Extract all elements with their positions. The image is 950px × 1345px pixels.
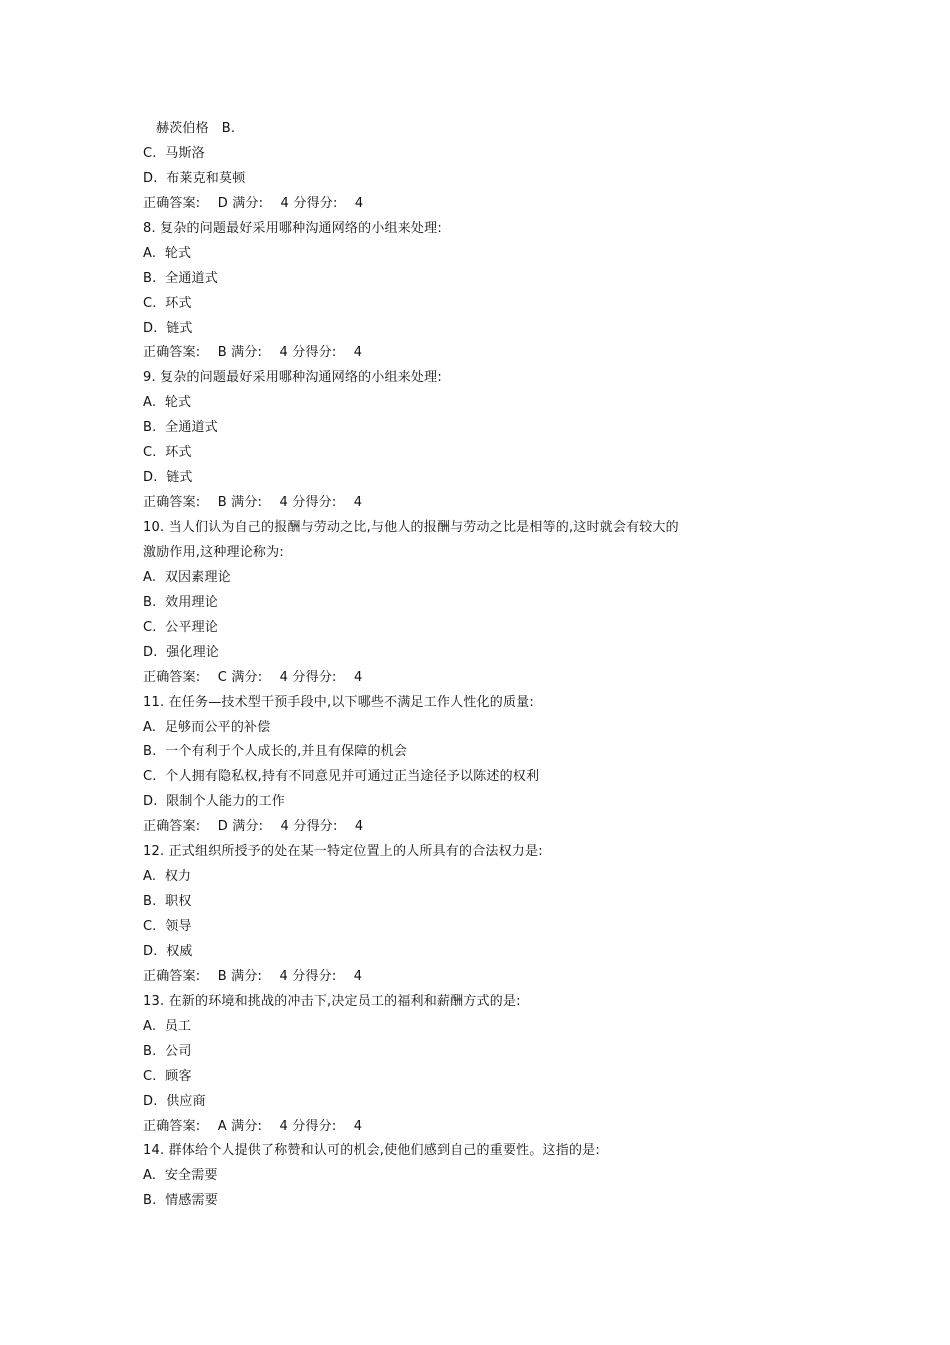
option-a: A. 足够而公平的补偿 (143, 719, 271, 735)
option-c: C. 个人拥有隐私权,持有不同意见并可通过正当途径予以陈述的权利 (143, 769, 540, 785)
option-b: B. 一个有利于个人成长的,并且有保障的机会 (143, 744, 408, 760)
answer-line: 正确答案: B 满分: 4 分得分: 4 (143, 968, 363, 984)
answer-line: 正确答案: A 满分: 4 分得分: 4 (143, 1118, 363, 1134)
option-a: A. 权力 (143, 869, 192, 885)
option-c: C. 领导 (143, 919, 192, 934)
option-d: D. 权威 (143, 943, 193, 959)
answer-line: 正确答案: C 满分: 4 分得分: 4 (143, 669, 363, 685)
answer-line: 正确答案: D 满分: 4 分得分: 4 (143, 819, 364, 835)
option-b: B. 全通道式 (143, 270, 218, 286)
answer-line: 正确答案: D 满分: 4 分得分: 4 (143, 195, 364, 211)
option-a: A. 安全需要 (143, 1168, 218, 1184)
option-b: B. 全通道式 (143, 420, 218, 436)
option-a: A. 轮式 (143, 395, 192, 411)
question-9: 9. 复杂的问题最好采用哪种沟通网络的小组来处理: (143, 370, 442, 386)
answer-line: 正确答案: B 满分: 4 分得分: 4 (143, 495, 363, 511)
option-d: D. 链式 (143, 470, 193, 486)
option-c: C. 马斯洛 (143, 145, 205, 161)
question-11: 11. 在任务—技术型干预手段中,以下哪些不满足工作人性化的质量: (143, 694, 534, 710)
question-10: 10. 当人们认为自己的报酬与劳动之比,与他人的报酬与劳动之比是相等的,这时就会有较大的 (143, 520, 679, 535)
option-b-herzberg: 赫茨伯格 B. (143, 121, 236, 136)
option-d: D. 链式 (143, 320, 193, 336)
option-b: B. 效用理论 (143, 594, 218, 610)
option-c: C. 公平理论 (143, 619, 219, 635)
option-c: C. 环式 (143, 445, 192, 461)
option-b: B. 情感需要 (143, 1193, 218, 1209)
option-a: A. 轮式 (143, 245, 192, 261)
question-10-continued: 激励作用,这种理论称为: (143, 544, 284, 560)
question-14: 14. 群体给个人提供了称赞和认可的机会,使他们感到自己的重要性。这指的是: (143, 1143, 600, 1159)
question-12: 12. 正式组织所授予的处在某一特定位置上的人所具有的合法权力是: (143, 844, 543, 860)
option-b: B. 公司 (143, 1043, 192, 1059)
option-d: D. 强化理论 (143, 644, 220, 660)
question-8: 8. 复杂的问题最好采用哪种沟通网络的小组来处理: (143, 220, 442, 236)
option-d: D. 供应商 (143, 1093, 206, 1109)
question-13: 13. 在新的环境和挑战的冲击下,决定员工的福利和薪酬方式的是: (143, 993, 521, 1009)
page-content (143, 117, 843, 1214)
option-c: C. 环式 (143, 295, 192, 311)
answer-line: 正确答案: B 满分: 4 分得分: 4 (143, 345, 363, 361)
option-a: A. 员工 (143, 1018, 192, 1034)
option-d: D. 布莱克和莫顿 (143, 170, 246, 186)
option-c: C. 顾客 (143, 1068, 192, 1084)
option-d: D. 限制个人能力的工作 (143, 794, 286, 810)
option-b: B. 职权 (143, 894, 192, 910)
option-a: A. 双因素理论 (143, 569, 231, 585)
